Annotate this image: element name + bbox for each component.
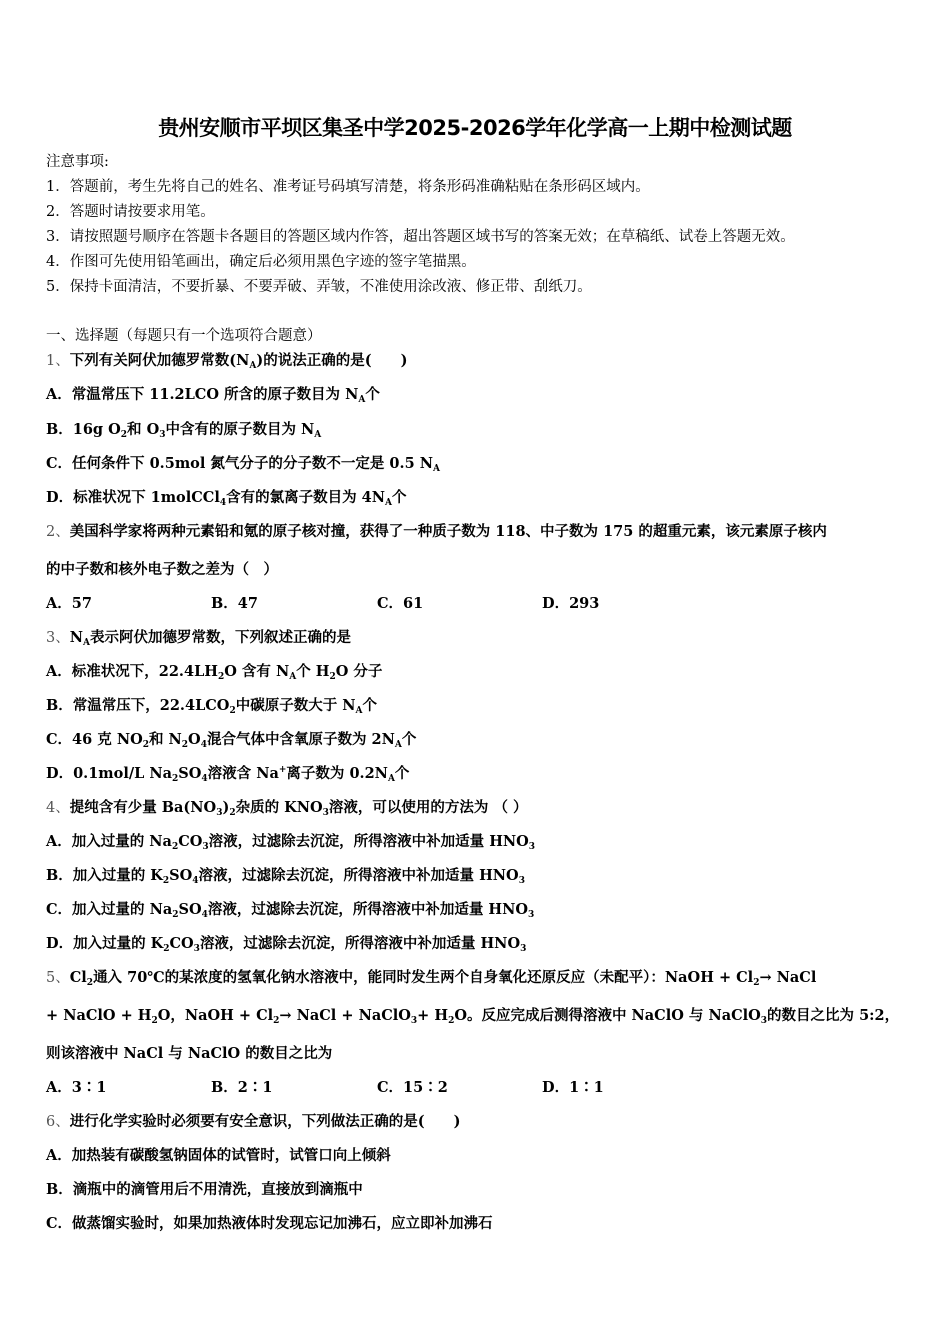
question-3-option-d[interactable]: D．0.1mol/L $Na_2SO_4$溶液含 Na+离子数为 $0.2N_A$个 bbox=[46, 765, 410, 784]
question-number: 4、 bbox=[46, 800, 70, 816]
question-1-option-c[interactable]: C．任何条件下 0.5mol 氮气分子的分子数不一定是 0.5 $N_A$ bbox=[46, 455, 440, 474]
question-4-option-d[interactable]: D．加入过量的 $K_2CO_3$溶液，过滤除去沉淀，所得溶液中补加适量 $HNO_3$ bbox=[46, 935, 527, 954]
question-4-stem: 4、提纯含有少量 $Ba(NO_3)_2$杂质的 $KNO_3$溶液，可以使用的方法为 （ ） bbox=[46, 799, 528, 818]
question-4-option-b[interactable]: B．加入过量的 $K_2SO_4$溶液，过滤除去沉淀，所得溶液中补加适量 $HNO_3$ bbox=[46, 867, 525, 886]
page-title: 贵州安顺市平坝区集圣中学2025-2026学年化学高一上期中检测试题 bbox=[158, 116, 792, 140]
question-6-option-a[interactable]: A．加热装有碳酸氢钠固体的试管时，试管口向上倾斜 bbox=[46, 1147, 391, 1164]
question-1-option-d[interactable]: D．标准状况下 1molCCl$_4$含有的氯离子数目为 $4N_A$个 bbox=[46, 489, 407, 508]
question-2-option-d[interactable]: D．293 bbox=[542, 595, 600, 612]
question-5-option-a[interactable]: A．3∶1 bbox=[46, 1079, 107, 1096]
section-heading: 一、选择题（每题只有一个选项符合题意） bbox=[46, 328, 322, 344]
question-2-stem-line-1: 2、美国科学家将两种元素铅和氪的原子核对撞，获得了一种质子数为 118、中子数为 175 的超重元素，该元素原子核内 bbox=[46, 523, 827, 540]
question-1-option-b[interactable]: B．16g $O_2$和 $O_3$中含有的原子数目为 $N_A$ bbox=[46, 421, 322, 440]
question-text: 下列有关阿伏加德罗常数$(N_A)$的说法正确的是( ) bbox=[69, 352, 408, 371]
question-4-option-c[interactable]: C．加入过量的 $Na_2SO_4$溶液，过滤除去沉淀，所得溶液中补加适量 $HNO_3$ bbox=[46, 901, 535, 920]
question-number: 3、 bbox=[46, 630, 70, 646]
notice-item-4: 4．作图可先使用铅笔画出，确定后必须用黑色字迹的签字笔描黑。 bbox=[46, 254, 476, 270]
question-5-stem-line-1: 5、$Cl_2$通入 70℃的某浓度的氢氧化钠水溶液中，能同时发生两个自身氧化还原反应（未配平）：NaOH + $Cl_2\to$ NaCl bbox=[46, 969, 817, 988]
question-2-stem-line-2: 的中子数和核外电子数之差为（ ） bbox=[46, 561, 278, 578]
notice-item-1: 1．答题前，考生先将自己的姓名、准考证号码填写清楚，将条形码准确粘贴在条形码区域内。 bbox=[46, 179, 650, 195]
question-5-stem-line-3: 则该溶液中 NaCl 与 NaClO 的数目之比为 bbox=[46, 1045, 333, 1062]
question-5-option-b[interactable]: B．2∶1 bbox=[211, 1079, 273, 1096]
question-2-option-c[interactable]: C．61 bbox=[377, 595, 424, 612]
question-4-option-a[interactable]: A．加入过量的 $Na_2CO_3$溶液，过滤除去沉淀，所得溶液中补加适量 $HNO_3$ bbox=[46, 833, 536, 852]
question-6-option-c[interactable]: C．做蒸馏实验时，如果加热液体时发现忘记加沸石，应立即补加沸石 bbox=[46, 1215, 493, 1232]
question-2-option-a[interactable]: A．57 bbox=[46, 595, 92, 612]
question-1-stem bbox=[46, 351, 407, 371]
question-1-option-a[interactable]: A．常温常压下 11.2LCO 所含的原子数目为 $N_A$个 bbox=[46, 386, 380, 405]
question-6-option-b[interactable]: B．滴瓶中的滴管用后不用清洗，直接放到滴瓶中 bbox=[46, 1181, 363, 1198]
question-6-stem: 6、进行化学实验时必须要有安全意识，下列做法正确的是( ) bbox=[46, 1113, 461, 1130]
notice-heading: 注意事项: bbox=[46, 154, 109, 170]
notice-item-3: 3．请按照题号顺序在答题卡各题目的答题区域内作答，超出答题区域书写的答案无效；在草稿纸、试卷上答题无效。 bbox=[46, 229, 795, 245]
question-5-option-c[interactable]: C．15∶2 bbox=[377, 1079, 448, 1096]
question-3-option-a[interactable]: A．标准状况下，$22.4LH_2O$ 含有 $N_A$个 $H_2O$ 分子 bbox=[46, 663, 383, 682]
question-number: 2、 bbox=[46, 524, 70, 540]
question-5-option-d[interactable]: D．1∶1 bbox=[542, 1079, 604, 1096]
question-3-stem: 3、$N_A$表示阿伏加德罗常数，下列叙述正确的是 bbox=[46, 629, 351, 648]
question-number: 5、 bbox=[46, 970, 70, 986]
notice-item-5: 5．保持卡面清洁，不要折暴、不要弄破、弄皱，不准使用涂改液、修正带、刮纸刀。 bbox=[46, 279, 592, 295]
question-number: 6、 bbox=[46, 1114, 70, 1130]
question-3-option-c[interactable]: C．46 克 $NO_2$和 $N_2O_4$混合气体中含氧原子数为 $2N_A$个 bbox=[46, 731, 417, 750]
question-number: 1、 bbox=[46, 353, 70, 369]
question-5-stem-line-2: + NaClO + $H_2O$，NaOH + $Cl_2\to$ NaCl + NaClO$_3$+ $H_2O$。反应完成后测得溶液中 NaClO 与 NaClO$_3$的数目之比为 5:2， bbox=[46, 1007, 900, 1026]
question-3-option-b[interactable]: B．常温常压下，$22.4LCO_2$中碳原子数大于 $N_A$个 bbox=[46, 697, 377, 716]
question-2-option-b[interactable]: B．47 bbox=[211, 595, 258, 612]
notice-item-2: 2．答题时请按要求用笔。 bbox=[46, 204, 215, 220]
